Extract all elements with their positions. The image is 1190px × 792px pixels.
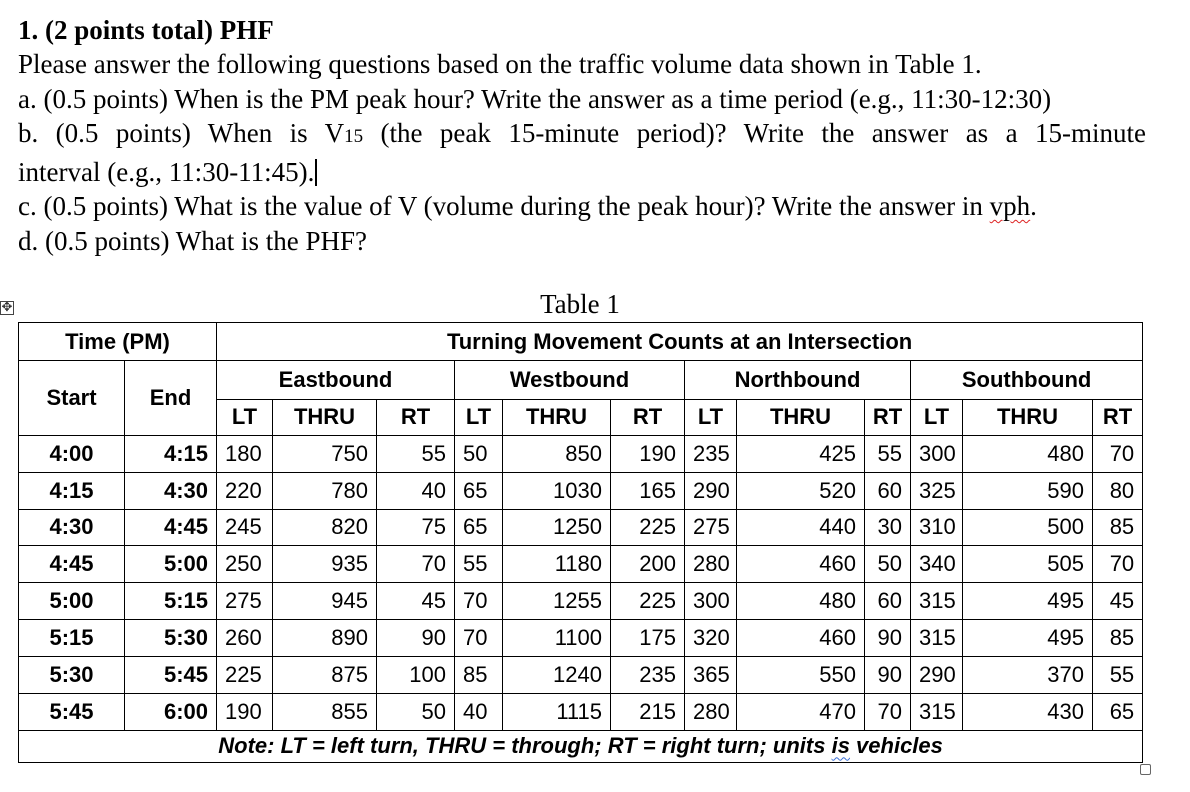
- volume-cell: 70: [1093, 546, 1143, 583]
- volume-cell: 315: [911, 693, 963, 730]
- volume-cell: 70: [1093, 435, 1143, 472]
- volume-cell: 425: [737, 435, 865, 472]
- volume-cell: 1250: [503, 509, 611, 546]
- movement-header: THRU: [737, 399, 865, 435]
- volume-cell: 225: [611, 583, 685, 620]
- start-time-cell: 5:15: [19, 620, 125, 657]
- approach-header-row: [19, 361, 1143, 399]
- volume-cell: 85: [455, 656, 503, 693]
- approach-eastbound: Eastbound: [217, 361, 455, 399]
- volume-cell: 315: [911, 583, 963, 620]
- end-header: End: [125, 361, 217, 436]
- volume-cell: 470: [737, 693, 865, 730]
- start-time-cell: 4:15: [19, 472, 125, 509]
- volume-cell: 65: [455, 472, 503, 509]
- volume-cell: 480: [737, 583, 865, 620]
- volume-cell: 550: [737, 656, 865, 693]
- volume-cell: 505: [963, 546, 1093, 583]
- volume-cell: 50: [455, 435, 503, 472]
- table-caption: Table 1: [540, 289, 620, 319]
- end-time-cell: 5:15: [125, 583, 217, 620]
- volume-cell: 280: [685, 693, 737, 730]
- volume-cell: 820: [273, 509, 377, 546]
- volume-cell: 495: [963, 583, 1093, 620]
- table-row: [19, 693, 1143, 730]
- volume-cell: 280: [685, 546, 737, 583]
- end-time-cell: 6:00: [125, 693, 217, 730]
- spellcheck-flagged-word[interactable]: vph: [989, 191, 1031, 221]
- start-time-cell: 5:45: [19, 693, 125, 730]
- question-part-b-continued[interactable]: interval (e.g., 11:30-11:45).: [18, 155, 1146, 190]
- movement-header: RT: [865, 399, 911, 435]
- volume-cell: 180: [217, 435, 273, 472]
- table-row: [19, 583, 1143, 620]
- start-header: Start: [19, 361, 125, 436]
- end-time-cell: 5:45: [125, 656, 217, 693]
- volume-cell: 45: [377, 583, 455, 620]
- volume-cell: 250: [217, 546, 273, 583]
- volume-cell: 300: [685, 583, 737, 620]
- start-time-cell: 5:30: [19, 656, 125, 693]
- volume-cell: 275: [685, 509, 737, 546]
- start-time-cell: 4:00: [19, 435, 125, 472]
- volume-cell: 750: [273, 435, 377, 472]
- volume-cell: 100: [377, 656, 455, 693]
- volume-cell: 90: [377, 620, 455, 657]
- volume-cell: 1100: [503, 620, 611, 657]
- volume-cell: 495: [963, 620, 1093, 657]
- approach-northbound: Northbound: [685, 361, 911, 399]
- volume-cell: 55: [1093, 656, 1143, 693]
- question-part-a: a. (0.5 points) When is the PM peak hour? Write the answer as a time period (e.g., 11:30-12:30): [18, 83, 1052, 114]
- volume-cell: 190: [217, 693, 273, 730]
- volume-cell: 60: [865, 472, 911, 509]
- volume-cell: 30: [865, 509, 911, 546]
- grammar-flagged-word[interactable]: is: [831, 733, 850, 759]
- volume-cell: 70: [377, 546, 455, 583]
- question-part-b: b. (0.5 points) When is V15 (the peak 15-minute period)? Write the answer as a 15-minute: [18, 118, 1146, 148]
- volume-cell: 850: [503, 435, 611, 472]
- volume-cell: 460: [737, 546, 865, 583]
- movement-header: RT: [611, 399, 685, 435]
- volume-cell: 875: [273, 656, 377, 693]
- volume-cell: 300: [911, 435, 963, 472]
- volume-cell: 480: [963, 435, 1093, 472]
- volume-cell: 190: [611, 435, 685, 472]
- volume-cell: 85: [1093, 620, 1143, 657]
- turning-movement-table: [18, 322, 1143, 763]
- movement-header: LT: [685, 399, 737, 435]
- volume-cell: 430: [963, 693, 1093, 730]
- volume-cell: 315: [911, 620, 963, 657]
- start-time-cell: 4:30: [19, 509, 125, 546]
- volume-cell: 320: [685, 620, 737, 657]
- volume-cell: 90: [865, 656, 911, 693]
- volume-cell: 80: [1093, 472, 1143, 509]
- volume-cell: 60: [865, 583, 911, 620]
- end-time-cell: 4:30: [125, 472, 217, 509]
- movement-header: LT: [217, 399, 273, 435]
- approach-westbound: Westbound: [455, 361, 685, 399]
- volume-cell: 440: [737, 509, 865, 546]
- movement-header: LT: [455, 399, 503, 435]
- approach-southbound: Southbound: [911, 361, 1143, 399]
- volume-cell: 55: [377, 435, 455, 472]
- resize-handle-icon[interactable]: [1140, 764, 1151, 775]
- volume-cell: 50: [865, 546, 911, 583]
- volume-cell: 890: [273, 620, 377, 657]
- volume-rows: [19, 435, 1143, 730]
- volume-cell: 45: [1093, 583, 1143, 620]
- question-part-c: c. (0.5 points) What is the value of V (volume during the peak hour)? Write the answer in vph.: [18, 191, 1037, 221]
- volume-cell: 215: [611, 693, 685, 730]
- volume-cell: 70: [455, 620, 503, 657]
- volume-cell: 165: [611, 472, 685, 509]
- end-time-cell: 4:15: [125, 435, 217, 472]
- volume-cell: 340: [911, 546, 963, 583]
- text-cursor: [315, 159, 317, 186]
- table-title-row: [19, 323, 1143, 361]
- table-move-handle-icon[interactable]: ✥: [1, 300, 13, 315]
- table-row: [19, 546, 1143, 583]
- volume-cell: 235: [685, 435, 737, 472]
- volume-cell: 275: [217, 583, 273, 620]
- volume-cell: 65: [1093, 693, 1143, 730]
- volume-cell: 40: [377, 472, 455, 509]
- volume-cell: 310: [911, 509, 963, 546]
- volume-cell: 235: [611, 656, 685, 693]
- volume-cell: 500: [963, 509, 1093, 546]
- volume-cell: 65: [455, 509, 503, 546]
- question-title: 1. (2 points total) PHF: [18, 15, 274, 45]
- volume-cell: 220: [217, 472, 273, 509]
- note-row: [19, 730, 1143, 762]
- volume-cell: 1030: [503, 472, 611, 509]
- movement-header: LT: [911, 399, 963, 435]
- v15-subscript: 15: [344, 126, 364, 147]
- movement-header: RT: [377, 399, 455, 435]
- volume-cell: 70: [865, 693, 911, 730]
- question-part-d: d. (0.5 points) What is the PHF?: [18, 225, 367, 256]
- volume-cell: 1255: [503, 583, 611, 620]
- end-time-cell: 5:30: [125, 620, 217, 657]
- volume-cell: 325: [911, 472, 963, 509]
- end-time-cell: 4:45: [125, 509, 217, 546]
- volume-cell: 290: [685, 472, 737, 509]
- volume-cell: 935: [273, 546, 377, 583]
- volume-cell: 945: [273, 583, 377, 620]
- volume-cell: 370: [963, 656, 1093, 693]
- question-body: [18, 47, 1146, 258]
- volume-cell: 855: [273, 693, 377, 730]
- table-row: [19, 656, 1143, 693]
- table-row: [19, 472, 1143, 509]
- volume-cell: 85: [1093, 509, 1143, 546]
- volume-cell: 225: [611, 509, 685, 546]
- start-time-cell: 5:00: [19, 583, 125, 620]
- volume-cell: 40: [455, 693, 503, 730]
- volume-cell: 460: [737, 620, 865, 657]
- time-header: Time (PM): [19, 323, 217, 361]
- volume-cell: 365: [685, 656, 737, 693]
- start-time-cell: 4:45: [19, 546, 125, 583]
- table-row: [19, 435, 1143, 472]
- question-intro: Please answer the following questions based on the traffic volume data shown in Table 1.: [18, 49, 982, 79]
- table-row: [19, 620, 1143, 657]
- volume-cell: 70: [455, 583, 503, 620]
- movement-header: RT: [1093, 399, 1143, 435]
- end-time-cell: 5:00: [125, 546, 217, 583]
- table-note: Note: LT = left turn, THRU = through; RT = right turn; units is vehicles: [19, 730, 1143, 762]
- volume-cell: 75: [377, 509, 455, 546]
- movement-header: THRU: [273, 399, 377, 435]
- volume-cell: 225: [217, 656, 273, 693]
- volume-cell: 1115: [503, 693, 611, 730]
- volume-cell: 175: [611, 620, 685, 657]
- movement-header: THRU: [963, 399, 1093, 435]
- table-row: [19, 509, 1143, 546]
- volume-cell: 200: [611, 546, 685, 583]
- volume-cell: 50: [377, 693, 455, 730]
- volume-cell: 1180: [503, 546, 611, 583]
- volume-cell: 1240: [503, 656, 611, 693]
- table-title: Turning Movement Counts at an Intersection: [217, 323, 1143, 361]
- movement-header: THRU: [503, 399, 611, 435]
- volume-cell: 55: [865, 435, 911, 472]
- volume-cell: 590: [963, 472, 1093, 509]
- volume-cell: 55: [455, 546, 503, 583]
- volume-cell: 260: [217, 620, 273, 657]
- volume-cell: 290: [911, 656, 963, 693]
- volume-cell: 780: [273, 472, 377, 509]
- volume-cell: 520: [737, 472, 865, 509]
- volume-cell: 90: [865, 620, 911, 657]
- volume-cell: 245: [217, 509, 273, 546]
